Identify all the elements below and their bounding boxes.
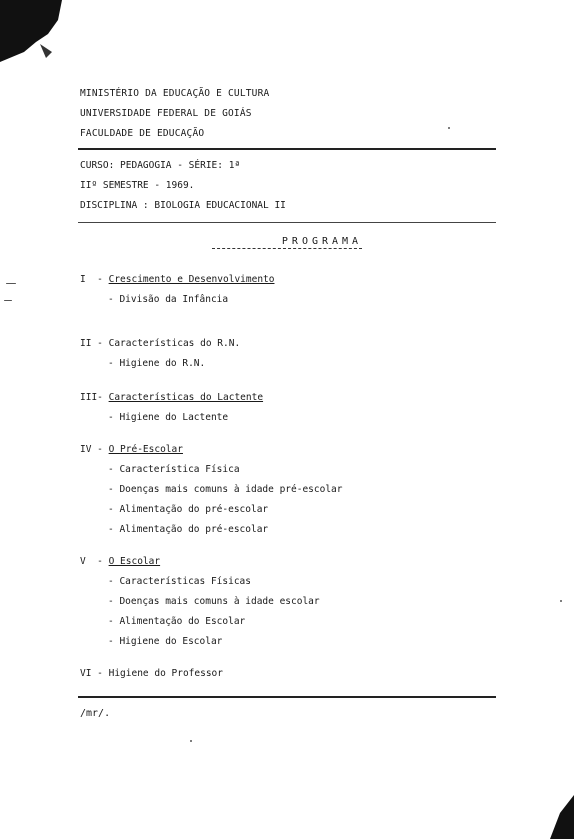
scan-speck [190, 740, 192, 742]
section-heading-text: Características do R.N. [108, 338, 241, 349]
section-4 [80, 440, 343, 540]
institution-header [80, 84, 269, 144]
course-info [80, 156, 286, 216]
scan-corner-shadow [0, 0, 74, 64]
section-5 [80, 552, 320, 652]
section-heading [80, 440, 343, 460]
section-1 [80, 270, 274, 310]
section-item: - Higiene do Escolar [108, 636, 223, 647]
section-number: II - [80, 338, 109, 349]
divider-bottom [78, 696, 496, 698]
semester-line: IIº SEMESTRE - 1969. [80, 180, 195, 191]
section-item: - Divisão da Infância [108, 294, 229, 305]
section-heading-text: Higiene do Professor [108, 668, 223, 679]
section-heading [80, 664, 223, 684]
section-heading-text: O Pré-Escolar [108, 444, 183, 455]
section-heading [80, 270, 274, 290]
divider-top [78, 148, 496, 150]
section-item: - Higiene do Lactente [108, 412, 229, 423]
section-heading-text: O Escolar [108, 556, 161, 567]
document-title [0, 236, 574, 247]
section-item: - Alimentação do pré-escolar [108, 504, 269, 515]
section-3 [80, 388, 263, 428]
section-6 [80, 664, 223, 684]
section-item: - Doenças mais comuns à idade escolar [108, 596, 320, 607]
scan-speck [560, 600, 562, 602]
section-item: - Características Físicas [108, 576, 251, 587]
section-heading-text: Crescimento e Desenvolvimento [108, 274, 275, 285]
section-item: - Alimentação do pré-escolar [108, 524, 269, 535]
section-number: III- [80, 392, 109, 403]
section-number: I - [80, 274, 109, 285]
title-text: PROGRAMA [212, 236, 362, 249]
section-item: - Higiene do R.N. [108, 358, 206, 369]
section-number: VI - [80, 668, 109, 679]
section-item: - Característica Física [108, 464, 240, 475]
header-ministry: MINISTÉRIO DA EDUCAÇÃO E CULTURA [80, 88, 270, 99]
section-item: - Alimentação do Escolar [108, 616, 246, 627]
section-heading-text: Características do Lactente [108, 392, 264, 403]
scan-speck [448, 127, 450, 129]
section-number: IV - [80, 444, 109, 455]
scan-speck [6, 283, 16, 284]
scan-speck [4, 300, 12, 301]
scan-corner-fold [534, 789, 574, 839]
typist-initials: /mr/. [80, 708, 111, 719]
section-item: - Doenças mais comuns à idade pré-escolar [108, 484, 343, 495]
header-faculty: FACULDADE DE EDUCAÇÃO [80, 128, 205, 139]
section-2 [80, 334, 240, 374]
section-heading [80, 388, 263, 408]
section-heading [80, 552, 320, 572]
header-university: UNIVERSIDADE FEDERAL DE GOIÁS [80, 108, 252, 119]
divider-mid [78, 222, 496, 223]
course-line: CURSO: PEDAGOGIA - SÉRIE: 1ª [80, 160, 241, 171]
section-number: V - [80, 556, 109, 567]
discipline-line: DISCIPLINA : BIOLOGIA EDUCACIONAL II [80, 200, 286, 211]
section-heading [80, 334, 240, 354]
